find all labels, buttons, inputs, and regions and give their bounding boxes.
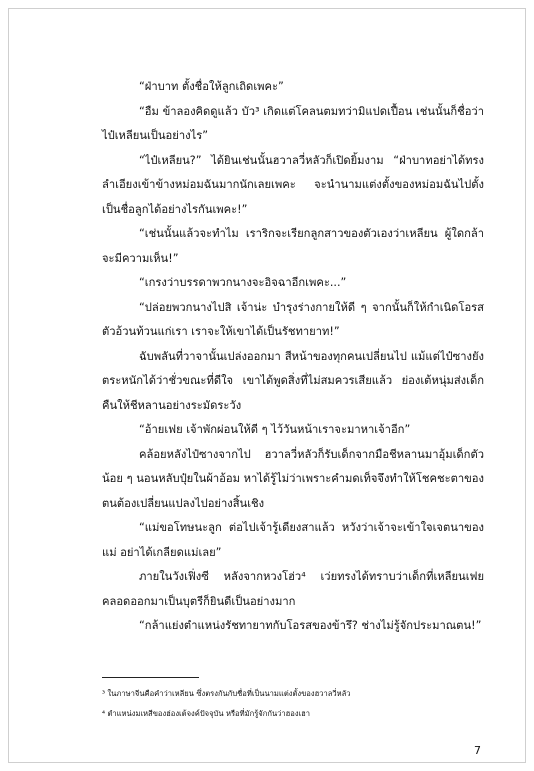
paragraph: “ปล่อยพวกนางไปสิ เจ้าน่ะ บำรุงร่างกายให้ดี ๆ จากนั้นก็ให้กำเนิดโอรสตัวอ้วนท้วนแก่เรา เราจะให้เขาได้เป็นรัชทายาท!” bbox=[102, 300, 484, 338]
paragraph: “อ้ายเฟย เจ้าพักผ่อนให้ดี ๆ ไว้วันหน้าเราจะมาหาเจ้าอีก” bbox=[139, 423, 411, 436]
footnote-divider bbox=[102, 677, 199, 678]
paragraph: “ไป๋เหลียน?” ได้ยินเช่นนั้นฮวาลวี่หลัวก็เปิดยิ้มงาม “ฝ่าบาทอย่าได้ทรงลำเอียงเข้าข้างหม่อมฉันมากนักเลยเพคะ จะนำนามแต่งตั้งของหม่อมฉันไปตั้งเป็นชื่อลูกได้อย่างไรกันเพคะ!” bbox=[102, 153, 484, 216]
paragraph: “กล้าแย่งตำแหน่งรัชทายาทกับโอรสของข้ารึ? ช่างไม่รู้จักประมาณตน!” bbox=[139, 619, 482, 632]
paragraph: “เกรงว่าบรรดาพวกนางจะอิจฉาอีกเพคะ...” bbox=[139, 276, 347, 289]
paragraph: “ฝ่าบาท ตั้งชื่อให้ลูกเถิดเพคะ” bbox=[139, 80, 284, 93]
paragraph: ฉับพลันที่วาจานั้นเปล่งออกมา สีหน้าของทุกคนเปลี่ยนไป แม้แต่ไป๋ซางยังตระหนักได้ว่าชั่วขณะที่ดีใจ เขาได้พูดสิ่งที่ไม่สมควรเสียแล้ว ย่องเต้หนุ่มส่งเด็กคืนให้ชีหลานอย่างระมัดระวัง bbox=[102, 349, 484, 412]
paragraph: “เช่นนั้นแล้วจะทำไม เราริกจะเรียกลูกสาวของตัวเองว่าเหลียน ผู้ใดกล้าจะมีความเห็น!” bbox=[102, 227, 484, 265]
footnote: ⁴ ตำแหน่งมเหสีของฮ่องเต้จงค์ปัจจุบัน หรือที่มักรู้จักกันว่าฮองเฮา bbox=[102, 709, 311, 718]
body-text bbox=[102, 75, 484, 639]
paragraph: “แม่ขอโทษนะลูก ต่อไปเจ้ารู้เดียงสาแล้ว หวังว่าเจ้าจะเข้าใจเจตนาของแม่ อย่าได้เกลียดแม่เลย” bbox=[102, 521, 484, 559]
paragraph: “อืม ข้าลองคิดดูแล้ว บัว³ เกิดแต่โคลนตมทว่ามิแปดเปื้อน เช่นนั้นก็ชื่อว่าไป๋เหลียนเป็นอย่างไร” bbox=[102, 104, 484, 142]
paragraph: คล้อยหลังไป๋ซางจากไป ฮวาลวี่หลัวก็รับเด็กจากมือชีหลานมาอุ้มเด็กตัวน้อย ๆ นอนหลับปุ๋ยในผ้าอ้อม หาได้รู้ไม่ว่าเพราะคำมดเท็จจึงทำให้โชคชะตาของตนต้องเปลี่ยนแปลงไปอย่างสิ้นเชิง bbox=[102, 447, 484, 510]
page-number: 7 bbox=[474, 744, 481, 757]
paragraph: ภายในวังเฟิ่งซี หลังจากหวงโฮ่ว⁴ เว่ยทรงได้ทราบว่าเด็กที่เหลียนเฟยคลอดออกมาเป็นบุตรีก็ยินดีเป็นอย่างมาก bbox=[102, 570, 484, 608]
footnotes bbox=[102, 684, 484, 724]
page bbox=[8, 8, 526, 763]
footnote: ³ ในภาษาจีนคือคำว่าเหลียน ซึ่งตรงกันกับชื่อที่เป็นนามแต่งตั้งของฮวาลวี่หลัว bbox=[102, 689, 351, 698]
